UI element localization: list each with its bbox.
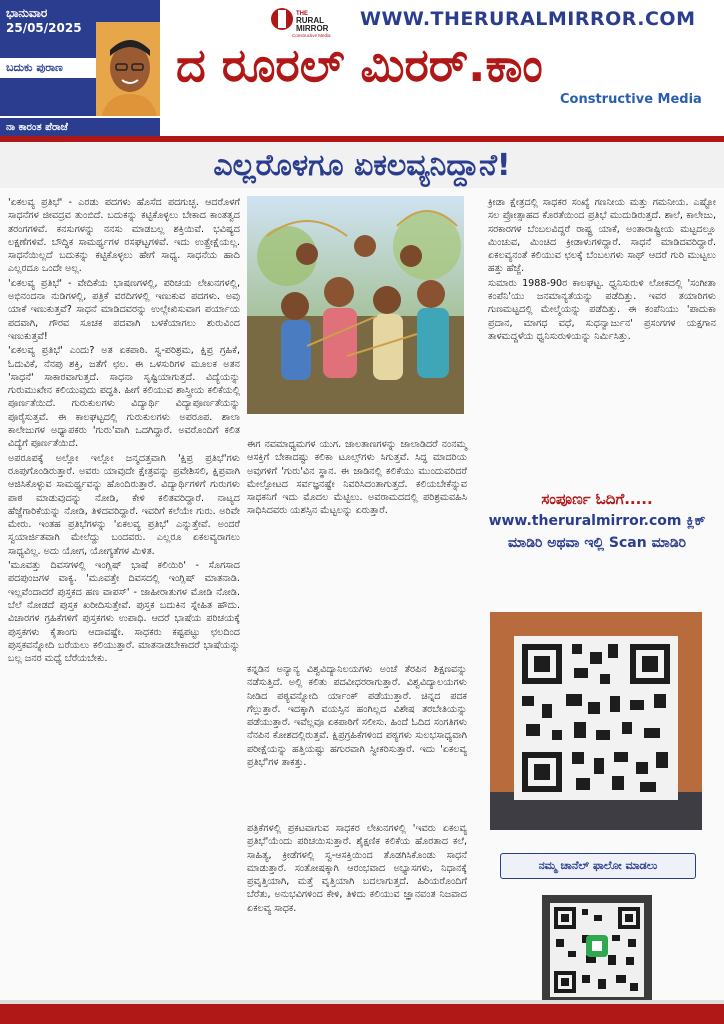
article-headline: ಎಲ್ಲರೊಳಗೂ ಏಕಲವ್ಯನಿದ್ದಾನೆ! xyxy=(213,148,511,183)
article-column-3 xyxy=(488,196,716,344)
read-more-heading: ಸಂಪೂರ್ಣ ಓದಿಗೆ..... xyxy=(541,490,653,508)
paragraph: 'ಏಕಲವ್ಯ ಪ್ರತಿಭೆ' - ಎರಡು ಪದಗಳು ಹೊಸೆದ ಪದಗುಚ್ಛ. ಆದರೊಳಗೆ ಸಾಧನೆಗಳ ಜೀವದ್ರವ ತುಂಬಿದೆ. ಬದುಕನ್ನು ಕಟ್ಟಿಕೊಳ್ಳಲು ಬೇಕಾದ ಕಾಂತತ್ವದ ತರಂಗಗಳಿವೆ. ಕನಸುಗಳನ್ನು ನನಸು ಮಾಡಬಲ್ಲ ಶಕ್ತಿಯಿವೆ. ಭವಿಷ್ಯದ ಲಕ್ಷಣೆಗಳಿವೆ. ಬೌದ್ಧಿಕ ಸಾಮರ್ಥ್ಯಗಳ ರಸಘಟ್ಟಗಳಿವೆ. ಇದು ಉತ್ಪ್ರೇಕ್ಷೆಯಲ್ಲ. ಸಾಧನೆಯಿಲ್ಲದೆ ಬದುಕನ್ನು ಕಟ್ಟಿಕೊಳ್ಳಲು ಹೇಗೆ ಸಾಧ್ಯ. ಸಾಧನೆಯ ಹಾದಿ ಎಲ್ಲರದೂ ಒಂದೇ ಅಲ್ಲ. xyxy=(8,197,240,275)
column-name-badge: ಬದುಕು ಪುರಾಣ xyxy=(0,58,96,78)
svg-text:RURAL: RURAL xyxy=(296,16,324,25)
site-url[interactable]: WWW.THERURALMIRROR.COM xyxy=(360,8,696,30)
date-block xyxy=(6,6,82,36)
site-title-kannada: ದ ರೂರಲ್ ಮಿರರ್.ಕಾಂ xyxy=(176,38,543,92)
children-archery-photo xyxy=(247,196,464,414)
paragraph: ಕನ್ನಡಿನ ಅನ್ಯಾನ್ಯ ವಿಶ್ವವಿದ್ಯಾನಿಲಯಗಳು ಅಂಚೆ ತೆರಪಿನ ಶಿಕ್ಷಣವನ್ನು ನಡೆಸುತ್ತಿದೆ. ಅಲ್ಲಿ ಕಲಿತು ಪದವೀಧರರಾಗುತ್ತಾರೆ. ವಿಶ್ವವಿದ್ಯಾಲಯಗಳು ನೀಡಿದ ಪಠ್ಯವನ್ನೋದಿ ರ್ಯಾಂಕ್ ಪಡೆಯುತ್ತಾರೆ. ಚಿನ್ನದ ಪದಕ ಗೆಲ್ಲುತ್ತಾರೆ. ಇದಕ್ಕಾಗಿ ವಯಸ್ಸಿನ ಹಂಗಿಲ್ಲದ ವಿಶೇಷ ತರಬೇತಿಯನ್ನು ಪಡೆಯುತ್ತಾರೆ. ಇವೆಲ್ಲವೂ ಏಕಪಾಠಿಗೆ ಸಲೀಸು. ಹಿಂದೆ ಓದಿದ ಸಂಗತಿಗಳು ನೆನಪಿನ ಕೋಶದಲ್ಲಿರುತ್ತವೆ. ಕ್ಷಿಪ್ರಗ್ರಹಿಕೆಗಳಿಂದ ಪಠ್ಯಗಳು ಸುಲಭಸಾಧ್ಯವಾಗಿ ಪರೀಕ್ಷೆಯನ್ನು ಹತ್ತಿಯಷ್ಟು ಹಗುರವಾಗಿ ಸ್ವೀಕರಿಸುತ್ತಾರೆ. ಇದು 'ಏಕಲವ್ಯ ಪ್ರತಿಭೆ'ಗಳ ತಾಕತ್ತು. xyxy=(247,664,467,769)
paragraph: ಪತ್ರಿಕೆಗಳಲ್ಲಿ ಪ್ರಕಟವಾಗುವ ಸಾಧಕರ ಲೇಖನಗಳಲ್ಲಿ 'ಇವರು ಏಕಲವ್ಯ ಪ್ರತಿಭೆ'ಯೆಂದು ಪರಿಚಯಿಸುತ್ತಾರೆ. ಶೈಕ್ಷಣಿಕ ಕಲಿಕೆಯ ಹೊರತಾದ ಕಲೆ, ಸಾಹಿತ್ಯ, ಕ್ರೀಡೆಗಳಲ್ಲಿ ಸ್ವ-ಆಸಕ್ತಿಯಿಂದ ತೊಡಗಿಸಿಕೊಂಡು ಸಾಧನೆ ಮಾಡುತ್ತಾರೆ. ಸಂತೋಷಕ್ಕಾಗಿ ಆರಂಭವಾದ ಅಭ್ಯಾಸಗಳು, ನಿಧಾನಕ್ಕೆ ಪ್ರವೃತ್ತಿಯಾಗಿ, ಮತ್ತೆ ವೃತ್ತಿಯಾಗಿ ಬದಲಾಗುತ್ತದೆ. ಹಿರಿಯರೊಂದಿಗೆ ಬೆರೆತು, ಅನುಭವಿಗಳಿಂದ ಕೇಳಿ, ತಿಳಿದು ಕಲಿಯುವ ಜ್ಞಾನವಂತ ನಿಜವಾದ ಏಕಲವ್ಯ ಸಾಧಕ. xyxy=(247,823,467,914)
svg-text:MIRROR: MIRROR xyxy=(296,24,329,33)
follow-channel-button[interactable]: ನಮ್ಮ ಚಾನೆಲ್ ಫಾಲೋ ಮಾಡಲು xyxy=(500,853,696,879)
paragraph: 'ಮೂವತ್ತು ದಿವಸಗಳಲ್ಲಿ ಇಂಗ್ಲಿಷ್ ಭಾಷೆ ಕಲಿಯಿರಿ' - ಸೊಗಸಾದ ಪದಪುಂಜಗಳ ವಾಕ್ಯ. 'ಮೂವತ್ತೇ ದಿವಸದಲ್ಲಿ ಇಂಗ್ಲಿಷ್ ಮಾತನಾಡಿ. ಇಲ್ಲವೆಂದಾದರೆ ಪುಸ್ತಕದ ಹಣ ವಾಪಸ್' - ಜಾಹೀರಾತುಗಳ ಮೋಡಿ ನೋಡಿ. ಬೆಲೆ ನೋಡದೆ ಪುಸ್ತಕ ಖರೀದಿಸುತ್ತೇವೆ. ಪುಸ್ತಕ ಬದುಕಿನ ಸ್ನೇಹಿತ ಹೌದು. ವಿಚಾರಗಳ ಗ್ರಹಿಕೆಗಳಿಗೆ ಪುಸ್ತಕಗಳು ಉಪಾಧಿ. ಆದರೆ ಭಾಷೆಯ ಪರಿಚಯಕ್ಕೆ ಪುಸ್ತಕಗಳು ಕೈತಾಂಗು ಆದಾವಷ್ಟೇ. ಸಾಧಕರು ಕಷ್ಟಪಟ್ಟು ಛಲದಿಂದ ಪುಸ್ತಕವನ್ನೋದಿ ಬರೆಯಲು ಕಲಿಯುತ್ತಾರೆ. ಮಾತನಾಡಬೇಕಾದರೆ ಭಾಷೆಯನ್ನು ಬಲ್ಲ ಜನರ ಮಧ್ಯೆ ಬೆರೆಯಬೇಕು. xyxy=(8,560,240,665)
svg-text:Constructive Media: Constructive Media xyxy=(292,33,331,38)
article-column-2c xyxy=(247,822,467,916)
footer-bar xyxy=(0,1004,724,1024)
article-column-1 xyxy=(8,196,240,666)
read-more-callout xyxy=(472,488,722,554)
article-column-2b xyxy=(247,663,467,770)
paragraph: ಸುಮಾರು 1988-90ರ ಕಾಲಘಟ್ಟ. ಧ್ವನಿಸುರುಳಿ ಲೋಕದಲ್ಲಿ 'ಸಂಗೀತಾ ಕಂಪೆನಿ'ಯು ಜನಮಾನ್ಯತೆಯನ್ನು ಪಡೆದಿತ್ತು. ಇವರ ತಯಾರಿಗಳು ಗುಣಮಟ್ಟದಲ್ಲಿ ಮೇಲ್ಮೆಯನ್ನು ಪಡೆದಿತ್ತು. ಈ ಕಂಪೆನಿಯು 'ಪಾದುಕಾ ಪ್ರದಾನ, ಮಾಗಧ ವಧೆ, ಸುಧನ್ವಾರ್ಜುನ' ಪ್ರಸಂಗಗಳ ಯಕ್ಷಗಾನ ತಾಳಮದ್ದಳೆಯ ಧ್ವನಿಸುರುಳಿಯನ್ನು ನಿರ್ಮಿಸಿತ್ತು. xyxy=(488,277,716,342)
qr-code[interactable] xyxy=(542,895,652,1005)
rural-mirror-logo[interactable] xyxy=(270,4,346,38)
paragraph: ಕ್ರೀಡಾ ಕ್ಷೇತ್ರದಲ್ಲಿ ಸಾಧಕರ ಸಂಖ್ಯೆ ಗಣನೀಯ ಮತ್ತು ಗಮನೀಯ. ಎಷ್ಟೋ ಸಲ ಪ್ರೋತ್ಸಾಹದ ಕೊರತೆಯಿಂದ ಪ್ರತಿಭೆ ಮುದುಡಿರುತ್ತದೆ. ಶಾಲೆ, ಕಾಲೇಜು, ಸರಕಾರಗಳ ಬೆಂಬಲವಿದ್ದರೆ ರಾಷ್ಟ್ರ ಯಾಕೆ, ಅಂತಾರಾಷ್ಟ್ರೀಯ ಮಟ್ಟದಲ್ಲೂ ಮಿಂಚುವ, ಮಿಂಚಿದ ಕ್ರೀಡಾಳುಗಳಿದ್ದಾರೆ. ಸಾಧನೆ ಮಾಡಿದವರಿದ್ದಾರೆ. ಏಕಲವ್ಯನಂತೆ ಕಲಿಯುವ ಛಲಕ್ಕೆ ಬೆಂಬಲಗಳು ಸಾಥ್ ಆದರೆ ಗುರಿ ಮುಟ್ಟಲು ಹತ್ತು ಹೆಜ್ಜೆ. xyxy=(488,197,716,275)
author-avatar xyxy=(96,22,160,124)
tagline: Constructive Media xyxy=(560,92,702,107)
author-name: ನಾ ಕಾರಂತ ಪೆರಾಜೆ xyxy=(0,116,160,136)
date-label: 25/05/2025 xyxy=(6,21,82,35)
article-column-2a xyxy=(247,438,467,519)
paragraph: 'ಏಕಲವ್ಯ ಪ್ರತಿಭೆ' ಎಂದು? ಅತ ಏಕಪಾಠಿ. ಸ್ವ-ಪರಿಶ್ರಮ, ಕ್ಷಿಪ್ರ ಗ್ರಹಿಕೆ, ಓದುವಿಕೆ, ನೆನಪು ಶಕ್ತಿ, ಜತೆಗೆ ಛಲ. ಈ ಒಳಸುರಿಗಳ ಮೂಲಕ ಅತನ 'ಸಾಧನೆ' ಸಾಕಾರವಾಗುತ್ತದೆ. ಸಾಧನಾ ಸೃಷ್ಟಿಯಾಗುತ್ತದೆ. ವಿದ್ಯೆಯನ್ನು ಗುರುಮುಖೇನ ಕಲಿಯುವುದು ಪದ್ಧತಿ. ಹೀಗೆ ಕಲಿಯುವ ಶಾಸ್ತ್ರೀಯ ಕಲಿಕೆಯಲ್ಲಿ ಪೂರ್ಣತೆಯಿದೆ. ಗುರುಕುಲಗಳು ವಿದ್ಯಾರ್ಥಿ ವಿದ್ಯಾಪೂರ್ಣತೆಯನ್ನು ಪೂರೈಸುತ್ತವೆ. ಈ ಕಾಲಘಟ್ಟದಲ್ಲಿ ಗುರುಕುಲಗಳು ಅಪರೂಪ. ಶಾಲಾ ಕಾಲೇಜುಗಳ ಅಧ್ಯಾಪಕರು 'ಗುರು'ವಾಗಿ ಒದಗಿದ್ದಾರೆ. ಅವರೊಂದಿಗೆ ಕಲಿತ ವಿದ್ಯೆಗೆ ಪೂರ್ಣತೆಯಿದೆ. xyxy=(8,345,240,450)
paragraph: ಅಪರೂಪಕ್ಕೆ ಅಲ್ಲೋ ಇಲ್ಲೋ ಜನ್ಮದತ್ತವಾಗಿ 'ಕ್ಷಿಪ್ರ ಪ್ರತಿಭೆ'ಗಳು ರೂಪುಗೊಂಡಿರುತ್ತಾರೆ. ಅವರು ಯಾವುದೇ ಕ್ಷೇತ್ರವನ್ನು ಪ್ರವೇಶಿಸಲಿ, ಕ್ಷಿಪ್ರವಾಗಿ ಆಜಿಸಿಕೊಳ್ಳುವ ಸಾಮರ್ಥ್ಯವನ್ನು ಹೊಂದಿರುತ್ತಾರೆ. ವಿದ್ಯಾರ್ಥಿಗಳಿಗೆ ಗುರುಗಳು ಪಾಠ ಮಾಡುವುದನ್ನು ನೋಡಿ, ಕೇಳಿ ಕಲಿತವರಿದ್ದಾರೆ. ನಾಟ್ಯದ ಹೆಜ್ಜೆಗಾರಿಕೆಯನ್ನು ನೋಡಿ, ತಿಳಿದವರಿದ್ದಾರೆ. ಇವರಿಗೆ ಕಲೆಯೇ ಗುರು. ಅರಿವೇ ಮೇರು. ಇಂತಹ ಪ್ರತಿಭೆಗಳನ್ನು 'ಏಕಲವ್ಯ ಪ್ರತಿಭೆ' ಎನ್ನುತ್ತೇವೆ. ಅಂದರೆ ಸ್ವಯಾರ್ಜಿತವಾಗಿ ಮೇಲೆದ್ದು ಬಂದವರು. ಎಲ್ಲರೂ ಏಕಲವ್ಯರಾಗಲು ಸಾಧ್ಯವಿಲ್ಲ. ಅದು ಯೋಗ, ಯೋಗ್ಯತೆಗಳ ಮಿಳಿತ. xyxy=(8,452,240,557)
read-more-link[interactable]: www.theruralmirror.com ಕ್ಲಿಕ್ ಮಾಡಿರಿ ಅಥವಾ ಇಲ್ಲಿ Scan ಮಾಡಿರಿ xyxy=(488,513,706,551)
svg-text:THE: THE xyxy=(296,11,308,17)
paragraph: 'ಏಕಲವ್ಯ ಪ್ರತಿಭೆ' - ವೇದಿಕೆಯ ಭಾಷಣಗಳಲ್ಲಿ, ಪರಿಚಯ ಲೇಖನಗಳಲ್ಲಿ, ಅಭಿನಂದನಾ ನುಡಿಗಳಲ್ಲಿ, ಪತ್ರಿಕೆ ವರದಿಗಳಲ್ಲಿ ಇಣುಕುವ ಪದಗಳು. ಅವು ಯಾಕೆ ಇಣುಕುತ್ತವೆ? ಸಾಧನೆ ಮಾಡಿದವರನ್ನು ಉಲ್ಲೇಖಿಸುವಾಗ ಪರ್ಯಾಯ ಪದವಾಗಿ, ಗೌರವ ಸೂಚಕ ಪದವಾಗಿ ಬಳಕೆಯಾಗಲು ಶುರುವಿಂದ ಇಣುಕುತ್ತವೆ! xyxy=(8,277,240,342)
paragraph: ಈಗ ನವಮಾಧ್ಯಮಗಳ ಯುಗ. ಜಾಲತಾಣಗಳನ್ನು ಜಾಲಾಡಿದರೆ ನಂನಮ್ಮ ಆಸಕ್ತಿಗೆ ಬೇಕಾದಷ್ಟು ಕಲಿಕಾ ಟೂಲ್ಸ್‌ಗಳು ಸಿಗುತ್ತವೆ. ಸಿದ್ಧ ಮಾದರಿಯ ಅವುಗಳಿಗೆ 'ಗುರು'ವಿನ ಸ್ಥಾನ. ಈ ಜಾಡಿನಲ್ಲಿ ಕಲಿಕೆಯು ಮುಂದುವರಿದರೆ ಮೇಲ್ಪೋಟದ ಸರ್ವಜ್ಞನಷ್ಟೇ ನಿವರಿಸಿದಂತಾಗುತ್ತದೆ. ಕಲಿಯಬೇಕೆನ್ನುವ ಸಾಧಕನಿಗೆ ಇದು ಮೊದಲ ಮೆಟ್ಟಿಲು. ಅವರಾಮದದಲ್ಲಿ ಪರಿಶ್ರಮವಹಿಸಿ ಸಾಧಿಸಿದವರು ಯಶಸ್ಸಿನ ಮೆಟ್ಟಲನ್ನು ಏರುತ್ತಾರೆ. xyxy=(247,439,467,517)
qr-code[interactable] xyxy=(490,612,702,830)
day-label: ಭಾನುವಾರ xyxy=(6,6,48,20)
